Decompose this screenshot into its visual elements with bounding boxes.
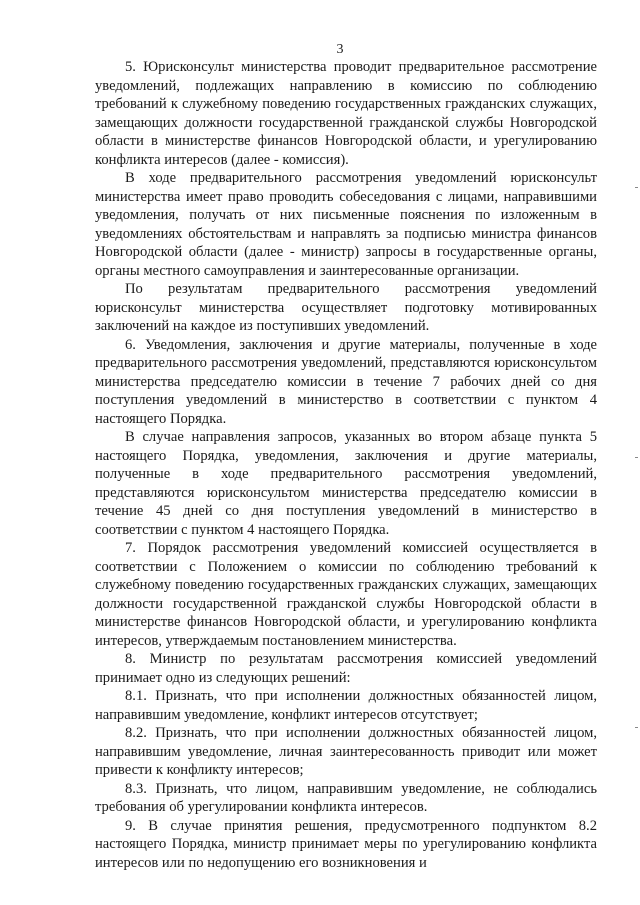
scan-mark xyxy=(635,457,638,458)
paragraph-5: 5. Юрисконсульт министерства проводит предварительное рассмотрение уведомлений, подлежащих направлению в комиссию по соблюдению требований к служебному поведению государственных гражданских служащих, замещающих должности государственной гражданской службы Новгородской области в министерстве финансов Новгородской области, и урегулированию конфликта интересов (далее - комиссия). xyxy=(95,59,597,168)
scan-mark xyxy=(635,727,638,728)
paragraph-6: 6. Уведомления, заключения и другие материалы, полученные в ходе предварительного рассмотрения уведомлений, представляются юрисконсультом министерства председателю комиссии в течение 7 рабочих дней со дня поступления уведомлений в министерство в соответствии с пунктом 4 настоящего Порядка. xyxy=(95,336,597,427)
paragraph-7: 7. Порядок рассмотрения уведомлений комиссией осуществляется в соответствии с Положением о комиссии по соблюдению требований к служебному поведению государственных гражданских служащих, замещающих должности государственной гражданской службы Новгородской области в министерстве финансов Новгородской области, и урегулированию конфликта интересов, утверждаемым постановлением министерства. xyxy=(95,540,597,649)
paragraph-8-1: 8.1. Признать, что при исполнении должностных обязанностей лицом, направившим уведомление, конфликт интересов отсутствует; xyxy=(95,688,597,723)
paragraph-9: 9. В случае принятия решения, предусмотренного подпунктом 8.2 настоящего Порядка, министр принимает меры по урегулированию конфликта интересов или по недопущению его возникновения и xyxy=(95,817,597,871)
document-body xyxy=(95,58,597,872)
paragraph-6-requests: В случае направления запросов, указанных во втором абзаце пункта 5 настоящего Порядка, уведомления, заключения и другие материалы, полученные в ходе предварительного рассмотрения уведомлений, представляются юрисконсультом министерства председателю комиссии в течение 45 дней со дня поступления уведомлений в министерство в соответствии с пунктом 4 настоящего Порядка. xyxy=(95,429,597,538)
paragraph-5-preliminary-review: В ходе предварительного рассмотрения уведомлений юрисконсульт министерства имеет право проводить собеседования с лицами, направившими уведомления, получать от них письменные пояснения по изложенным в уведомлениях обстоятельствам и направлять за подписью министра финансов Новгородской области (далее - министр) запросы в государственные органы, органы местного самоуправления и заинтересованные организации. xyxy=(95,170,597,279)
paragraph-8-2: 8.2. Признать, что при исполнении должностных обязанностей лицом, направившим уведомление, личная заинтересованность приводит или может привести к конфликту интересов; xyxy=(95,725,597,778)
paragraph-8-3: 8.3. Признать, что лицом, направившим уведомление, не соблюдались требования об урегулировании конфликта интересов. xyxy=(95,780,597,815)
page-number: 3 xyxy=(336,42,344,57)
paragraph-5-conclusions: По результатам предварительного рассмотрения уведомлений юрисконсульт министерства осуществляет подготовку мотивированных заключений на каждое из поступивших уведомлений. xyxy=(95,281,597,334)
scan-mark xyxy=(635,187,638,188)
paragraph-8: 8. Министр по результатам рассмотрения комиссией уведомлений принимает одно из следующих решений: xyxy=(95,651,597,686)
